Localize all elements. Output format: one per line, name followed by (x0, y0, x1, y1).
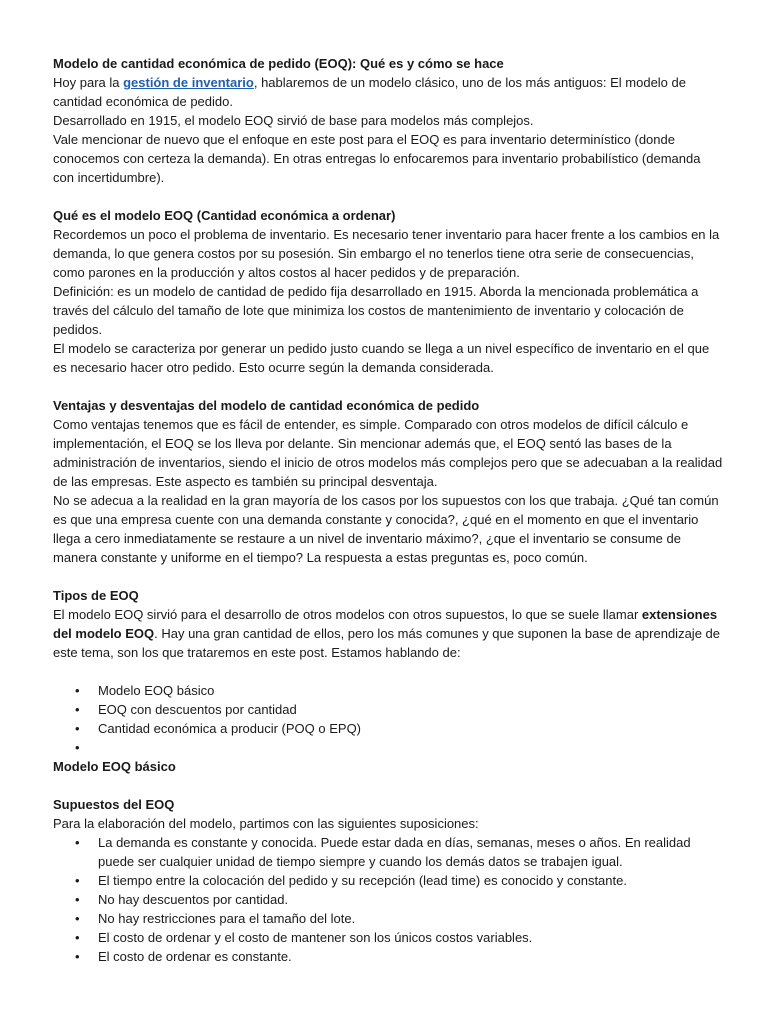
paragraph-definition: Definición: es un modelo de cantidad de pedido fija desarrollado en 1915. Aborda la mencionada problemática a través del cálculo del tamaño de lote que minimiza los costos de mantenimiento de inventario y colocación de pedidos. (53, 284, 699, 337)
paragraph-types-post: . Hay una gran cantidad de ellos, pero los más comunes y que suponen la base de aprendizaje de este tema, son los que trataremos en este post. Estamos hablando de: (53, 626, 720, 660)
section-title-basic-model: Modelo EOQ básico (53, 759, 176, 774)
list-item (53, 738, 723, 757)
bullet-icon: • (75, 873, 80, 888)
paragraph-types (53, 605, 723, 662)
paragraph-characteristic: El modelo se caracteriza por generar un pedido justo cuando se llega a un nivel específico de inventario en el que es necesario hacer otro pedido. Esto ocurre según la demanda considerada. (53, 341, 710, 375)
list-item-text: El tiempo entre la colocación del pedido y su recepción (lead time) es conocido y constante. (98, 873, 627, 888)
paragraph-intro-post: , hablaremos de un modelo clásico, uno de los más antiguos: El modelo de cantidad económica de pedido. (53, 75, 686, 109)
list-item (53, 871, 723, 890)
bullet-icon: • (75, 911, 80, 926)
section-title-what-is: Qué es el modelo EOQ (Cantidad económica a ordenar) (53, 208, 396, 223)
list-item (53, 928, 723, 947)
paragraph-assumptions: Para la elaboración del modelo, partimos con las siguientes suposiciones: (53, 816, 479, 831)
list-item (53, 890, 723, 909)
paragraph-disadvantages: No se adecua a la realidad en la gran mayoría de los casos por los supuestos con los que trabaja. ¿Qué tan común es que una empresa cuente con una demanda constante y conocida?, ¿qué en el momento en que el inventario llega a cero inmediatamente se restaure a un nivel de inventario máximo?, ¿que el inventario se consume de manera constante y uniforme en el tiempo? La respuesta a estas preguntas es, poco común. (53, 493, 719, 565)
list-item (53, 681, 723, 700)
document-page (53, 54, 723, 966)
paragraph-focus: Vale mencionar de nuevo que el enfoque en este post para el EOQ es para inventario determinístico (donde conocemos con certeza la demanda). En otras entregas lo enfocaremos para inventario probabilístico (demanda con incertidumbre). (53, 132, 701, 185)
paragraph-intro (53, 73, 723, 111)
extensions-term: extensiones del modelo EOQ (53, 607, 718, 641)
list-item (53, 947, 723, 966)
types-list (53, 681, 723, 757)
list-item-text: El costo de ordenar es constante. (98, 949, 292, 964)
list-item (53, 909, 723, 928)
section-title-types: Tipos de EOQ (53, 588, 139, 603)
paragraph-advantages: Como ventajas tenemos que es fácil de entender, es simple. Comparado con otros modelos de difícil cálculo e implementación, el EOQ se los lleva por delante. Sin mencionar además que, el EOQ sentó las bases de la administración de inventarios, siendo el inicio de otros modelos más complejos pero que se adecuaban a la realidad de las empresas. Este aspecto es también su principal desventaja. (53, 417, 723, 489)
bullet-icon: • (75, 949, 80, 964)
bullet-icon: • (75, 721, 80, 736)
bullet-icon: • (75, 702, 80, 717)
bullet-icon: • (75, 683, 80, 698)
paragraph-history: Desarrollado en 1915, el modelo EOQ sirvió de base para modelos más complejos. (53, 113, 534, 128)
list-item-text: Modelo EOQ básico (98, 683, 215, 698)
list-item-text: No hay descuentos por cantidad. (98, 892, 289, 907)
list-item-text: El costo de ordenar y el costo de mantener son los únicos costos variables. (98, 930, 533, 945)
bullet-icon: • (75, 892, 80, 907)
section-title-assumptions: Supuestos del EOQ (53, 797, 175, 812)
bullet-icon: • (75, 740, 80, 755)
bullet-icon: • (75, 930, 80, 945)
section-title-eoq: Modelo de cantidad económica de pedido (EOQ): Qué es y cómo se hace (53, 56, 504, 71)
paragraph-types-pre: El modelo EOQ sirvió para el desarrollo de otros modelos con otros supuestos, lo que se suele llamar (53, 607, 642, 622)
list-item (53, 833, 723, 871)
list-item-text: No hay restricciones para el tamaño del lote. (98, 911, 356, 926)
list-item (53, 719, 723, 738)
paragraph-intro-pre: Hoy para la (53, 75, 124, 90)
inventory-management-link[interactable]: gestión de inventario (123, 75, 254, 90)
list-item (53, 700, 723, 719)
list-item-text: La demanda es constante y conocida. Puede estar dada en días, semanas, meses o años. En realidad puede ser cualquier unidad de tiempo siempre y cuando los demás datos se trabajen igual. (98, 835, 691, 869)
bullet-icon: • (75, 835, 80, 850)
list-item-text: EOQ con descuentos por cantidad (98, 702, 297, 717)
section-title-pros-cons: Ventajas y desventajas del modelo de cantidad económica de pedido (53, 398, 480, 413)
paragraph-problem: Recordemos un poco el problema de inventario. Es necesario tener inventario para hacer frente a los cambios en la demanda, lo que genera costos por su posesión. Sin embargo el no tenerlos tiene otra serie de consecuencias, como parones en la producción y altos costos al hacer pedidos y de preparación. (53, 227, 720, 280)
list-item-text: Cantidad económica a producir (POQ o EPQ) (98, 721, 362, 736)
assumptions-list (53, 833, 723, 966)
